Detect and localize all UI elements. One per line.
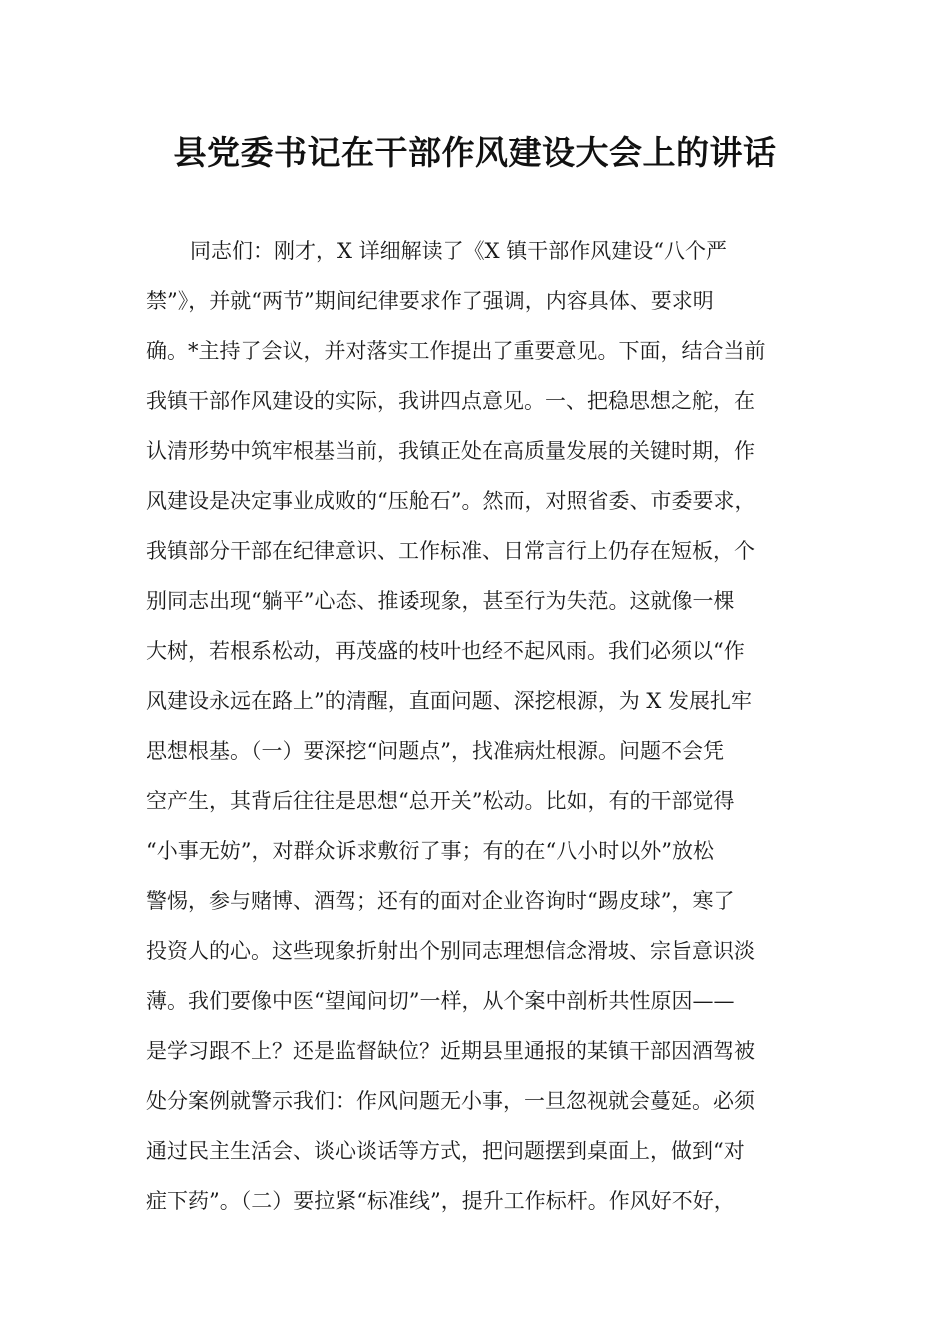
body-line: 思想根基。（一）要深挖“问题点”，找准病灶根源。问题不会凭	[146, 739, 724, 763]
body-line: 认清形势中筑牢根基当前，我镇正处在高质量发展的关键时期，作	[146, 439, 755, 463]
body-line: 空产生，其背后往往是思想“总开关”松动。比如，有的干部觉得	[146, 789, 735, 813]
body-line: 症下药”。（二）要拉紧“标准线”，提升工作标杆。作风好不好，	[146, 1189, 735, 1213]
body-line: “小事无妨”，对群众诉求敷衍了事；有的在“八小时以外”放松	[146, 839, 714, 863]
body-line: 确。*主持了会议，并对落实工作提出了重要意见。下面，结合当前	[146, 339, 766, 363]
document-title: 县党委书记在干部作风建设大会上的讲话	[173, 133, 777, 172]
body-line: 风建设永远在路上”的清醒，直面问题、深挖根源，为 X 发展扎牢	[146, 689, 753, 713]
body-line: 通过民主生活会、谈心谈话等方式，把问题摆到桌面上，做到“对	[146, 1139, 745, 1163]
body-line: 我镇干部作风建设的实际，我讲四点意见。一、把稳思想之舵，在	[146, 389, 755, 413]
body-line: 投资人的心。这些现象折射出个别同志理想信念滑坡、宗旨意识淡	[146, 939, 755, 963]
body-line: 处分案例就警示我们：作风问题无小事，一旦忽视就会蔓延。必须	[146, 1089, 755, 1113]
body-line: 是学习跟不上？还是监督缺位？近期县里通报的某镇干部因酒驾被	[146, 1039, 755, 1063]
body-line: 我镇部分干部在纪律意识、工作标准、日常言行上仍存在短板，个	[146, 539, 755, 563]
body-line: 薄。我们要像中医“望闻问切”一样，从个案中剖析共性原因——	[146, 989, 735, 1013]
body-line: 大树，若根系松动，再茂盛的枝叶也经不起风雨。我们必须以“作	[146, 639, 745, 663]
body-line: 警惕，参与赌博、酒驾；还有的面对企业咨询时“踢皮球”，寒了	[146, 889, 735, 913]
body-line: 禁”》，并就“两节”期间纪律要求作了强调，内容具体、要求明	[146, 289, 714, 313]
body-line: 同志们：刚才，X 详细解读了《X 镇干部作风建设“八个严	[190, 239, 727, 263]
body-line: 别同志出现“躺平”心态、推诿现象，甚至行为失范。这就像一棵	[146, 589, 735, 613]
body-line: 风建设是决定事业成败的“压舱石”。然而，对照省委、市委要求，	[146, 489, 756, 513]
document-body	[146, 226, 836, 1226]
